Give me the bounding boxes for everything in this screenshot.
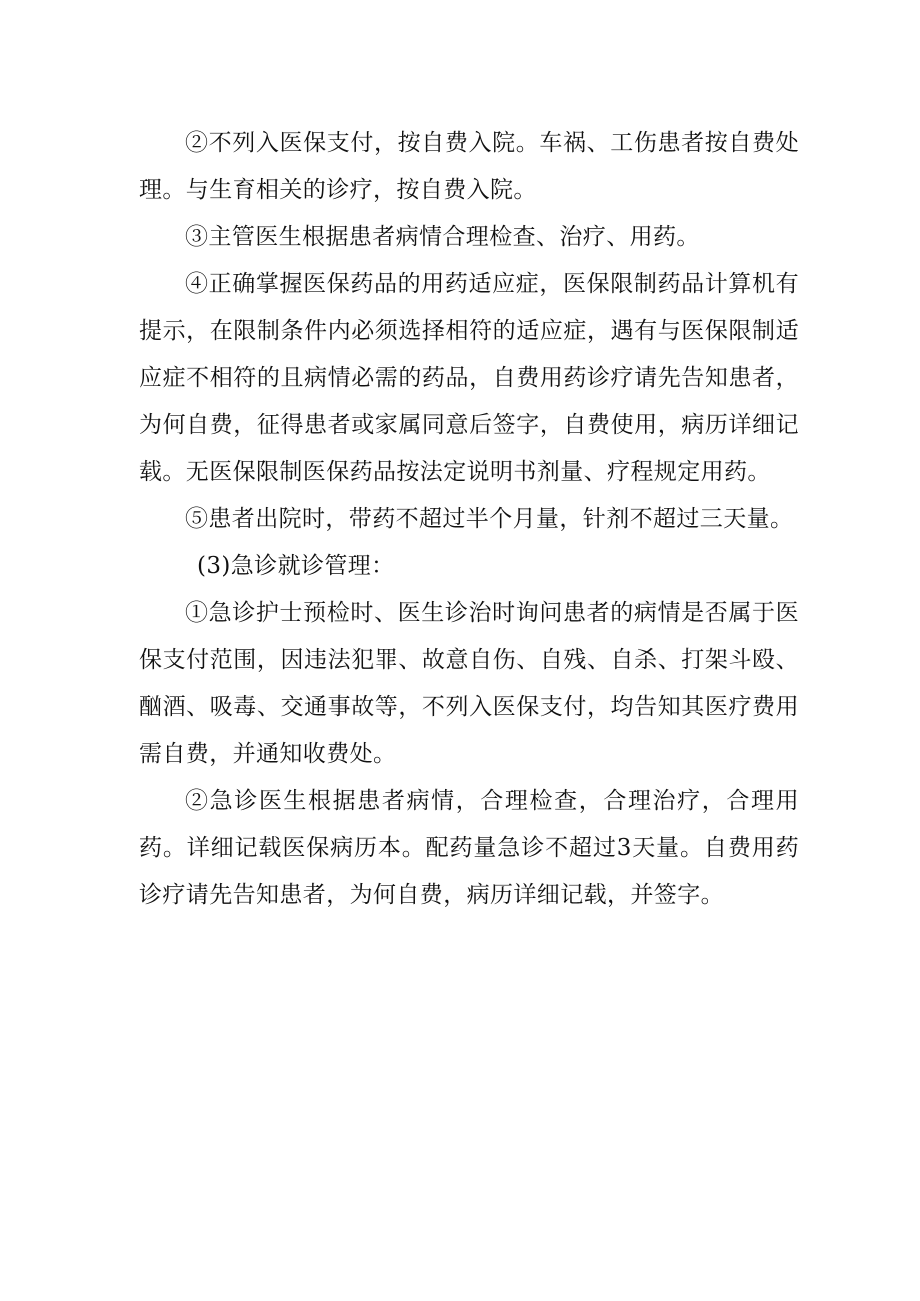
paragraph-attending-doctor: ③主管医生根据患者病情合理检查、治疗、用药。 bbox=[185, 224, 700, 250]
paragraph-discharge-medication: ⑤患者出院时，带药不超过半个月量，针剂不超过三天量。 bbox=[185, 506, 794, 532]
paragraph-inpatient-self-pay: ②不列入医保支付，按自费入院。车祸、工伤患者按自费处理。与生育相关的诊疗，按自费入院。 bbox=[139, 130, 799, 203]
document-body bbox=[139, 120, 799, 919]
paragraph-emergency-doctor: ②急诊医生根据患者病情，合理检查，合理治疗，合理用药。详细记载医保病历本。配药量急诊不超过3天量。自费用药诊疗请先告知患者，为何自费，病历详细记载，并签字。 bbox=[139, 788, 799, 908]
paragraph-emergency-triage: ①急诊护士预检时、医生诊治时询问患者的病情是否属于医保支付范围，因违法犯罪、故意自伤、自残、自杀、打架斗殴、酗酒、吸毒、交通事故等，不列入医保支付，均告知其医疗费用需自费，并通知收费处。 bbox=[139, 600, 799, 767]
paragraph-restricted-drugs: ④正确掌握医保药品的用药适应症，医保限制药品计算机有提示，在限制条件内必须选择相符的适应症，遇有与医保限制适应症不相符的且病情必需的药品，自费用药诊疗请先告知患者，为何自费，征得患者或家属同意后签字，自费使用，病历详细记载。无医保限制医保药品按法定说明书剂量、疗程规定用药。 bbox=[139, 271, 799, 485]
section-heading-emergency: (3)急诊就诊管理： bbox=[197, 553, 395, 579]
